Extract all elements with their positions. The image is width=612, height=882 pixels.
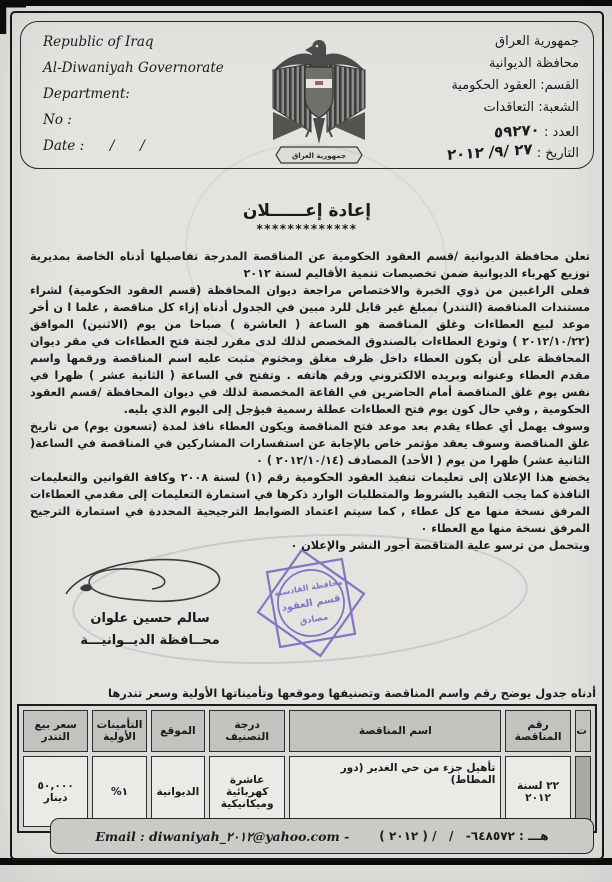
announcement-body [30,248,590,554]
document-date-line [377,139,579,165]
emblem-container [265,34,373,164]
official-stamp-icon [250,538,372,668]
stamp-text-bottom: مصادق [298,612,329,628]
col-header-tender-number: رقم المناقصة [505,710,570,752]
table-row [23,756,591,827]
stamp-text-middle: قسم العقود [280,593,342,615]
col-header-tender-name: اسم المناقصة [289,710,501,752]
col-header-initial-insurance: التأمينات الأولية [92,710,146,752]
cell-tender-number: ٢٢ لسنة ٢٠١٢ [505,756,570,827]
date-value-handwritten: ٢٧ /٩/ ٢٠١٢ [446,139,533,165]
arabic-country: جمهورية العراق [495,34,579,49]
tender-table [17,704,597,833]
table-caption: أدناه جدول يوضح رقم واسم المناقصة وتصنيفها وموقعها وتأميناتها الأولية وسعر تندرها [108,686,596,701]
contact-footer [50,818,594,854]
signature-scribble-icon [58,556,253,616]
col-header-tender-price: سعر بيع التندر [23,710,88,752]
footer-phone: هـــ : ٦٤٨٥٧٢- / / ( ٢٠١٢ ) [379,829,549,843]
col-header-seq: ت [575,710,591,752]
english-country: Republic of Iraq [43,34,154,50]
english-department-label: Department: [43,86,130,102]
document-number-line [377,122,579,140]
number-value-handwritten: ٥٩٢٧٠ [493,120,541,142]
cell-tender-price: ٥٠,٠٠٠ دينار [23,756,88,827]
emblem-banner-text: جمهورية العراق [291,152,346,160]
signatory-name: سالم حسين علوان [90,611,210,627]
announcement-title: إعادة إعــــــلان [242,201,372,221]
body-paragraph-3: وسوف يهمل أي عطاء يقدم بعد موعد فتح المناقصة ويكون العطاء نافذ لمدة (تسعون يوم) من تاريخ غلق المناقصة وسوف يعقد مؤتمر خاص بالإجابة عن استفسارات المشاركين في المناقصة في الساعة( الثانية عشر) ظهرا من يوم ( الأحد) المصادف (٢٠١٢/١٠/١٤ ) ٠ [30,420,590,468]
arabic-division: الشعبة: التعاقدات [483,100,579,115]
scan-edge-top [0,0,612,6]
english-no-label: No : [43,112,72,128]
iraq-coat-of-arms-icon [269,34,369,168]
cell-initial-insurance: ١% [92,756,146,827]
body-paragraph-4: يخضع هذا الإعلان إلى تعليمات تنفيذ العقود الحكومية رقم (١) لسنة ٢٠٠٨ وكافة القوانين والتعليمات النافذة كما يجب التقيد بالشروط والمتطلبات الوارد ذكرها في استمارة التعليمات إلى مقدمي العطاءات المرفق نسخة منها مع كل عطاء , كما سيتم اعتماد الضوابط الترجيحية المحددة في استمارة الترجيح المرفق نسخة منها مع العطاء ٠ [30,471,590,536]
number-label: العدد : [544,125,579,140]
signatory-role: محــافظة الديــوانيـــة [80,633,220,649]
english-governorate: Al-Diwaniyah Governorate [43,60,224,76]
col-header-location: الموقع [151,710,205,752]
arabic-governorate: محافظة الديوانية [488,56,579,71]
letterhead-arabic [373,34,579,164]
body-paragraph-2: فعلى الراغبين من ذوي الخبرة والاختصاص مراجعة ديوان المحافظة (قسم العقود الحكومية) لشراء مستندات المناقصة (التندر) بمبلغ غير قابل للرد مبين في الجدول أدناه إزاء كل مناقصة , علما ا ن أخر موعد لبيع العطاءات وغلق المناقصة هو الساعة ( العاشرة ) صباحا من يوم (الاثنين) الموافق (٢٠١٢/١٠/٢٢ ) وتودع العطاءات بالصندوق المخصص لذلك لدى مقرر لجنة فتح العطاءات في مقر ديوان المحافظة على أن يكون العطاء داخل ظرف مغلق ومختوم مثبت عليه اسم المناقصة ورقمها واسم مقدم العطاء وعنوانه وبريده الالكتروني ورقم هاتفه . وتفتح في الساعة ( الثانية عشر ) ظهرا في نفس يوم غلق المناقصة أمام الحاضرين في القاعة المخصصة لذلك في ديوان المحافظة /قسم العقود الحكومية , وفي حال كون يوم فتح العطاءات عطلة رسمية فيؤجل إلى اليوم الذي يليه. [30,284,590,417]
col-header-classification: درجة التصنيف [209,710,285,752]
footer-email: Email : diwaniyah_٢٠١٢@yahoo.com - [95,828,350,844]
date-label: التاريخ : [536,146,579,161]
body-paragraph-1: تعلن محافظة الديوانية /قسم العقود الحكومية عن المناقصة المدرجة تفاصيلها أدناه الخاصة بمديرية توزيع كهرباء الديوانية ضمن تخصيصات تنمية الأقاليم لسنة ٢٠١٢ [30,250,590,281]
signatory-block [60,608,240,652]
stamp-text-top: محافظة القادسية [273,577,344,599]
signature-zone [14,564,600,682]
cell-location: الديوانية [151,756,205,827]
body-paragraph-5: ويتحمل من ترسو علية المناقصة أجور النشر والإعلان ٠ [290,539,590,553]
cell-seq [575,756,591,827]
letterhead [20,21,594,169]
letterhead-english [43,34,265,164]
arabic-department: القسم: العقود الحكومية [451,78,579,93]
table-header-row [23,710,591,752]
title-underline-stars: ************* [256,222,358,236]
document-content [14,15,600,856]
cell-classification: عاشرة كهربائية وميكانيكية [209,756,285,827]
cell-tender-name: تأهيل جزء من حي الغدير (دور المطاط) [289,756,501,827]
english-date-label: Date : / / [43,138,145,154]
